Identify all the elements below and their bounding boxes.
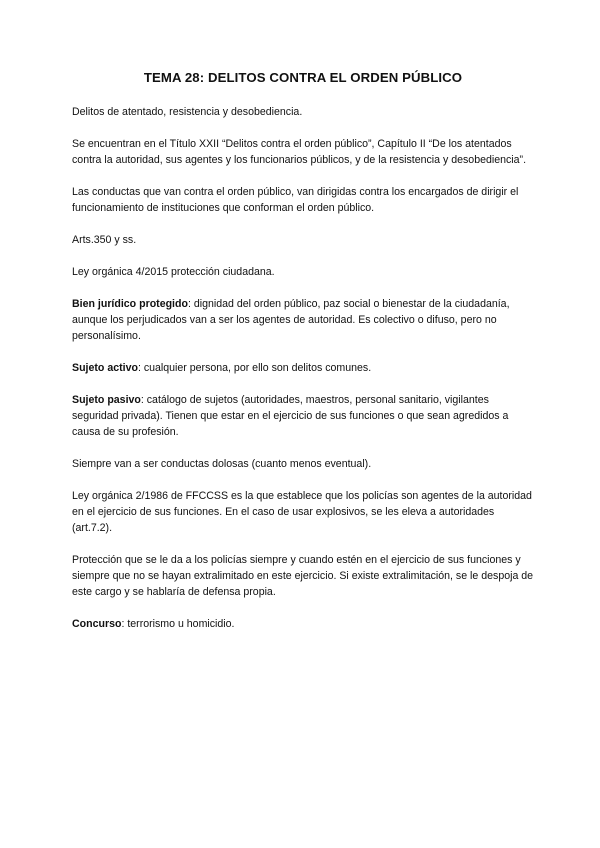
paragraph-text: Ley orgánica 2/1986 de FFCCSS es la que establece que los policías son agentes de la autoridad en el ejercicio de sus funciones. En el caso de usar explosivos, se les eleva a autoridades (art.7.2). — [72, 490, 532, 534]
paragraph-10 — [72, 488, 534, 536]
paragraph-label: Concurso — [72, 618, 122, 630]
paragraph-label: Sujeto pasivo — [72, 394, 141, 406]
document-title: TEMA 28: DELITOS CONTRA EL ORDEN PÚBLICO — [143, 70, 463, 85]
paragraph-text: : dignidad del orden público, paz social o bienestar de la ciudadanía, aunque los perjudicados van a ser los agentes de autoridad. Es colectivo o difuso, pero no personalísimo. — [72, 298, 510, 342]
paragraph-bien-juridico — [72, 296, 534, 344]
paragraph-text: Delitos de atentado, resistencia y desobediencia. — [72, 106, 303, 118]
paragraph-11 — [72, 552, 534, 600]
paragraph-text: : cualquier persona, por ello son delitos comunes. — [137, 362, 372, 374]
paragraph-text: Las conductas que van contra el orden público, van dirigidas contra los encargados de dirigir el funcionamiento de instituciones que conforman el orden público. — [72, 186, 519, 214]
paragraph-3 — [72, 184, 534, 216]
paragraph-concurso — [72, 616, 534, 632]
paragraph-1 — [72, 104, 534, 120]
paragraph-text: Arts.350 y ss. — [72, 234, 137, 246]
paragraph-text: Protección que se le da a los policías siempre y cuando estén en el ejercicio de sus funciones y siempre que no se hayan extralimitado en este ejercicio. Si existe extralimitación, se le despoja de este cargo y se hablaría de defensa propia. — [72, 554, 534, 598]
paragraph-text: : catálogo de sujetos (autoridades, maestros, personal sanitario, vigilantes seguridad privada). Tienen que estar en el ejercicio de sus funciones o que sean agredidos a causa de su profesión. — [72, 394, 509, 438]
paragraph-4 — [72, 232, 534, 248]
paragraph-text: Se encuentran en el Título XXII “Delitos contra el orden público”, Capítulo II “De los atentados contra la autoridad, sus agentes y los funcionarios públicos, y de la resistencia y desobediencia”. — [72, 138, 527, 166]
paragraph-label: Sujeto activo — [72, 362, 138, 374]
paragraph-9 — [72, 456, 534, 472]
paragraph-text: Siempre van a ser conductas dolosas (cuanto menos eventual). — [72, 458, 372, 470]
paragraph-sujeto-activo — [72, 360, 534, 376]
paragraph-2 — [72, 136, 534, 168]
paragraph-text: Ley orgánica 4/2015 protección ciudadana. — [72, 266, 275, 278]
paragraph-text: : terrorismo u homicidio. — [121, 618, 235, 630]
paragraph-sujeto-pasivo — [72, 392, 534, 440]
paragraph-label: Bien jurídico protegido — [72, 298, 188, 310]
paragraph-5 — [72, 264, 534, 280]
document-page — [72, 70, 534, 648]
